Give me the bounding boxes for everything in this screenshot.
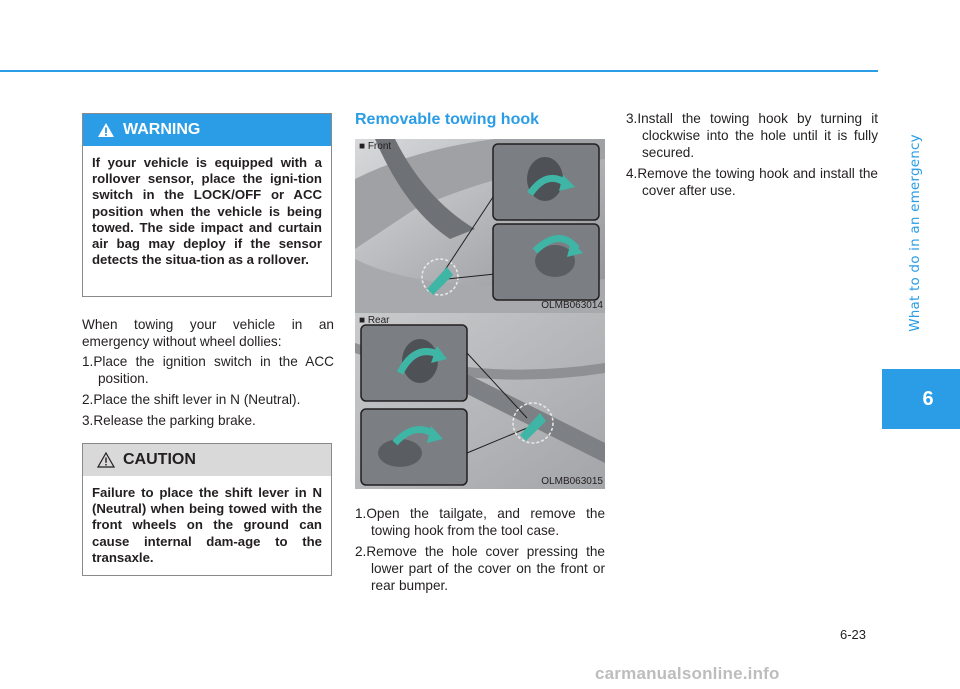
warning-box (82, 113, 332, 297)
warning-text: If your vehicle is equipped with a rollover sensor, place the igni-tion switch in the LOCK/OFF or ACC position when the vehicle is being towed. The side impact and curtain air bag may deploy if the sensor detects the situa-tion as a rollover. (92, 155, 322, 268)
figure-label: ■ Front (359, 141, 392, 152)
list-item: 2.Place the shift lever in N (Neutral). (82, 392, 301, 407)
chapter-tab (882, 369, 960, 429)
ignition-steps (82, 353, 334, 433)
section-title-vertical: What to do in an emergency (907, 134, 923, 332)
front-towing-hook-figure (355, 139, 605, 313)
caution-icon (97, 452, 115, 468)
caution-text: Failure to place the shift lever in N (Neutral) when being towed with the front wheels on the ground can cause internal dam-age to the transaxle. (92, 485, 322, 565)
page-number: 6-23 (840, 627, 867, 642)
figure-label: ■ Rear (359, 315, 390, 326)
chapter-number: 6 (922, 387, 934, 410)
caution-box (82, 443, 332, 576)
list-item: 2.Remove the hole cover pressing the lower part of the cover on the front or rear bumper. (355, 544, 605, 593)
front-bumper-illustration (355, 139, 605, 313)
list-item: 1.Place the ignition switch in the ACC position. (82, 354, 334, 386)
figure-code: OLMB063015 (541, 476, 603, 487)
hook-steps-1 (355, 505, 605, 598)
list-item: 4.Remove the towing hook and install the cover after use. (626, 166, 878, 198)
caution-title: CAUTION (123, 451, 196, 468)
hook-steps-2 (626, 110, 878, 203)
rear-bumper-illustration (355, 313, 605, 489)
watermark: carmanualsonline.info (595, 664, 780, 683)
intro-paragraph: When towing your vehicle in an emergency without wheel dollies: (82, 317, 334, 349)
figure-code: OLMB063014 (541, 300, 603, 311)
warning-header (83, 114, 331, 146)
section-side-label (902, 88, 928, 378)
warning-title: WARNING (123, 121, 201, 138)
warning-icon (97, 122, 115, 138)
caution-header (83, 444, 331, 476)
section-heading: Removable towing hook (355, 111, 540, 128)
list-item: 3.Release the parking brake. (82, 413, 256, 428)
header-rule (0, 70, 878, 72)
list-item: 1.Open the tailgate, and remove the towing hook from the tool case. (355, 506, 605, 538)
rear-towing-hook-figure (355, 313, 605, 489)
list-item: 3.Install the towing hook by turning it clockwise into the hole until it is fully secured. (626, 111, 878, 160)
